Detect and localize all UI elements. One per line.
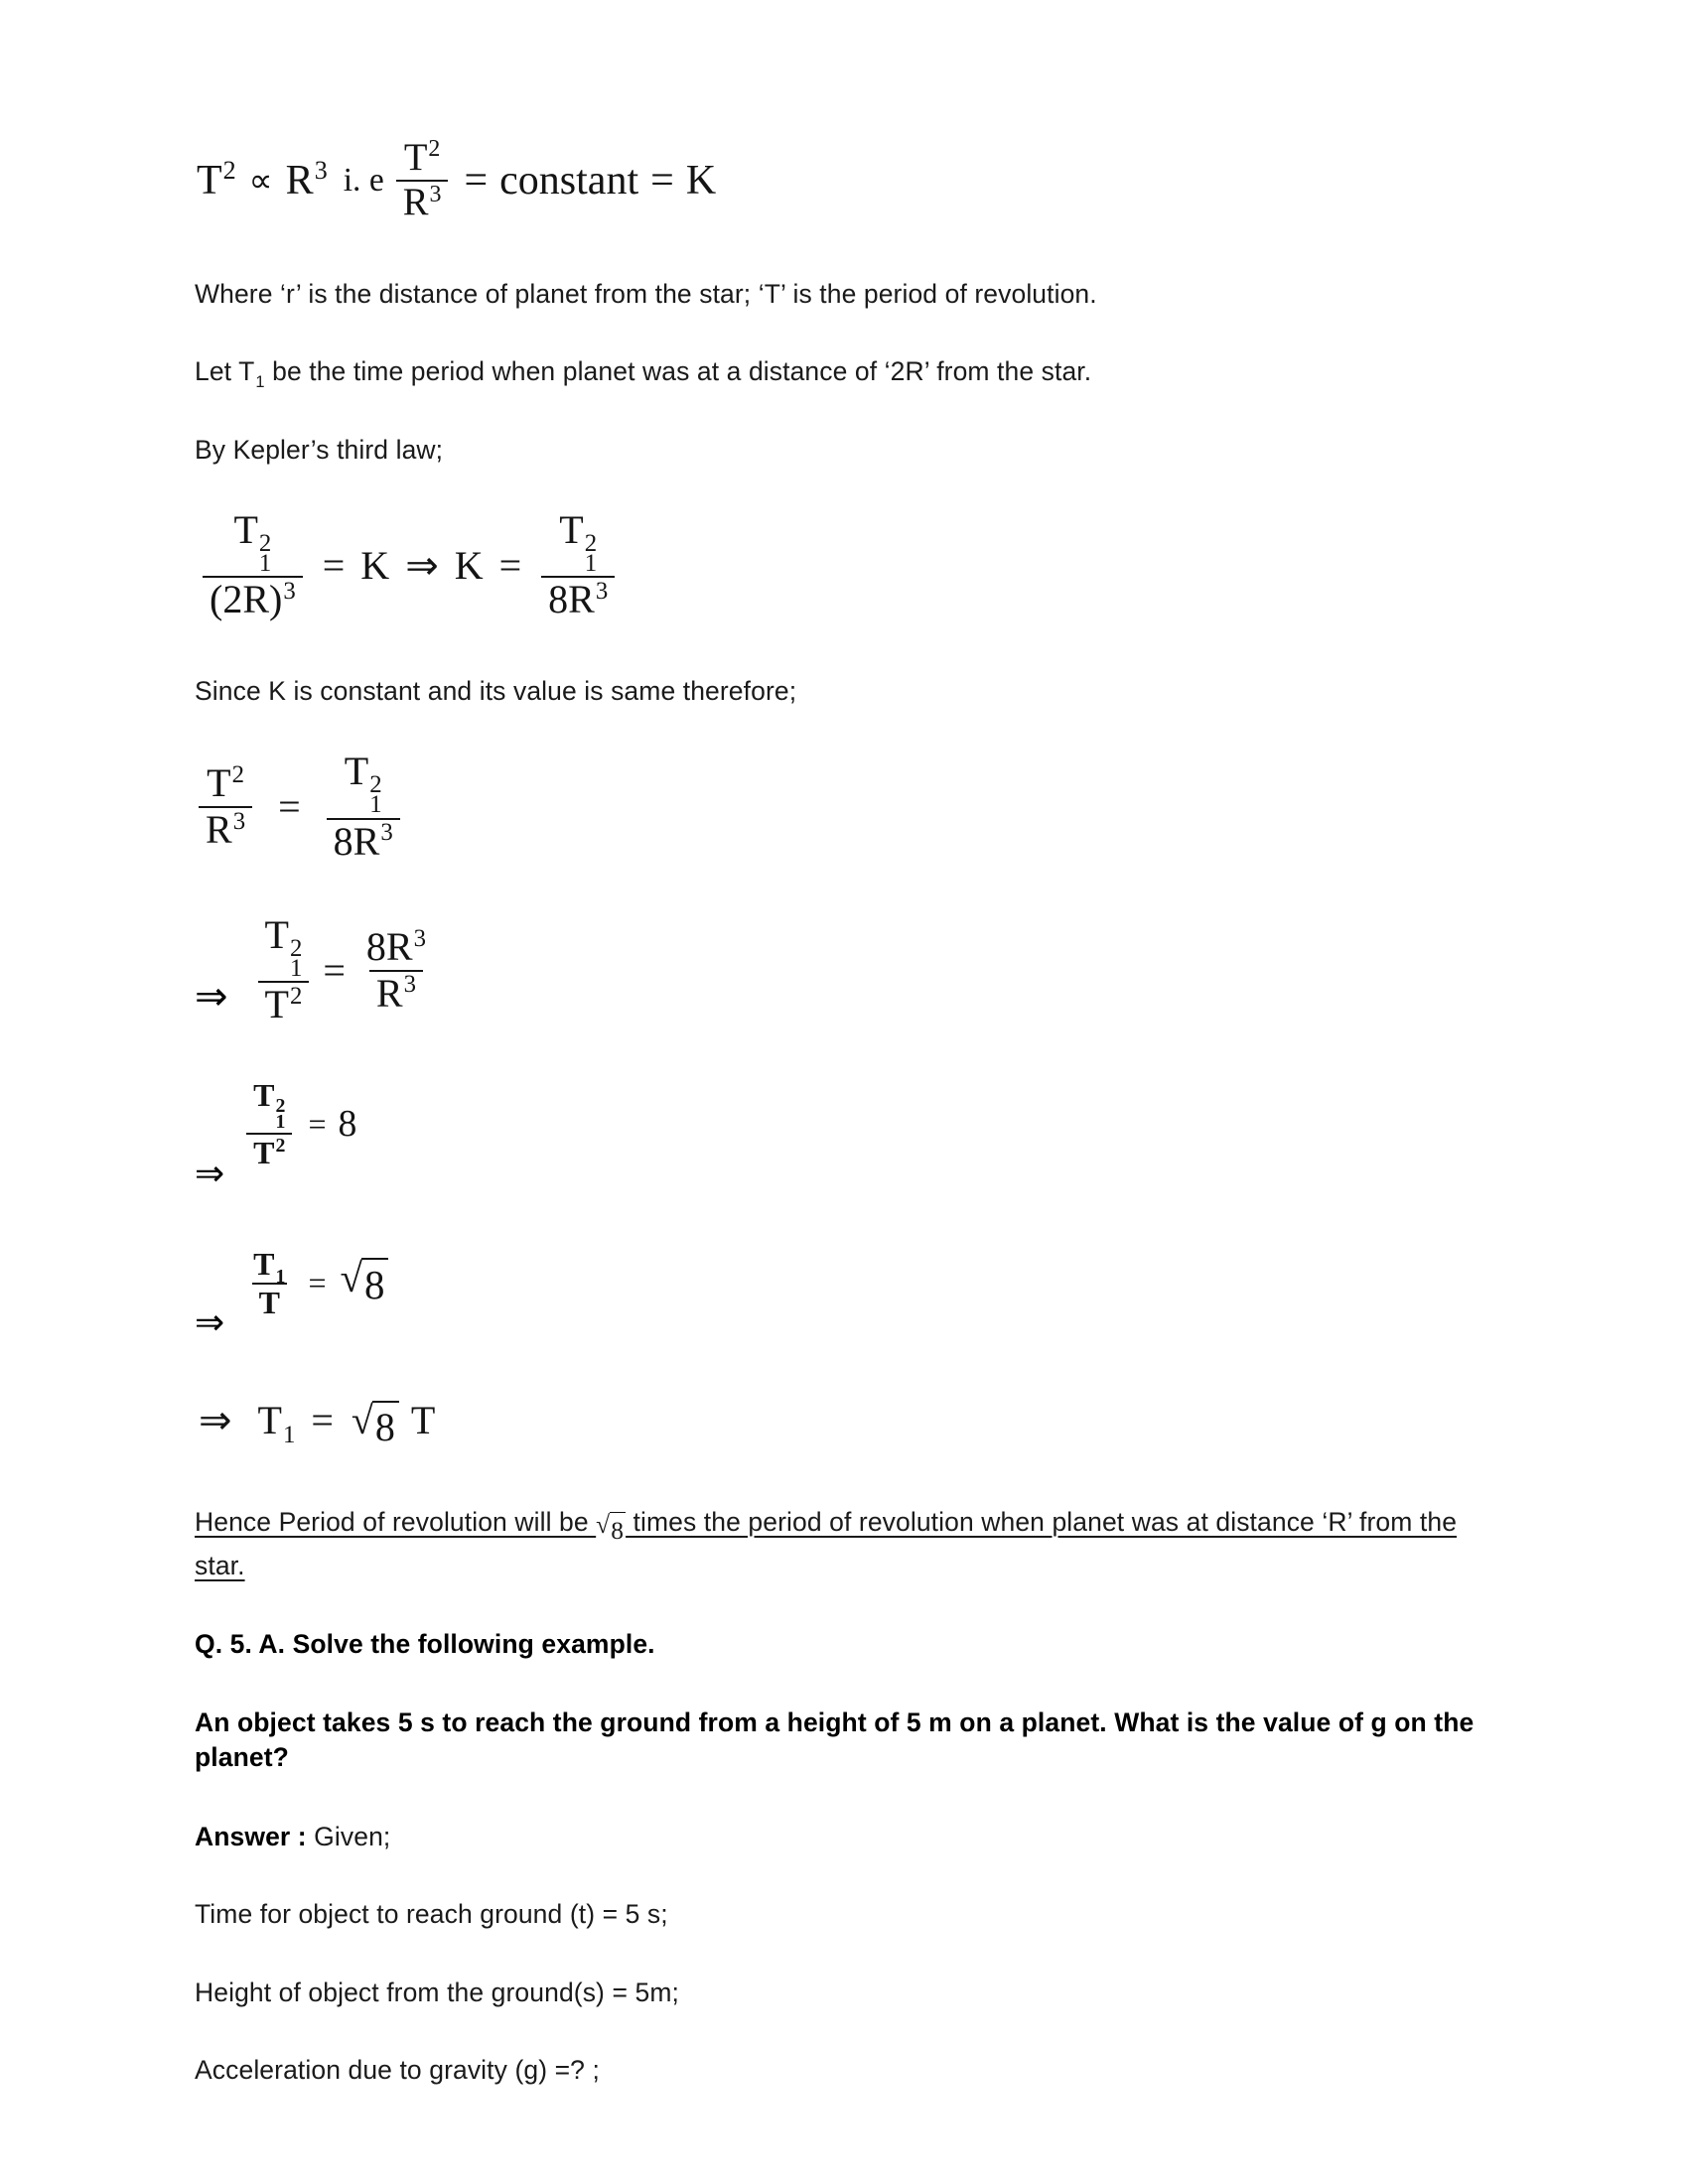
eq2-right-fraction: [541, 507, 615, 622]
eq7-square-root: [351, 1397, 399, 1450]
answer-lead-text: Given;: [306, 1821, 391, 1851]
eq4-implies-arrow: ⇒: [195, 974, 228, 1020]
equation-kepler-proportionality: [197, 136, 1476, 224]
eq1-lhs: $T^2$: [197, 156, 236, 205]
eq3-right-numerator: T 2 1: [344, 749, 382, 819]
eq3-equals: =: [278, 784, 301, 830]
conclusion-square-root: [596, 1509, 626, 1548]
eq2-left-fraction: [203, 507, 303, 622]
answer-label: Answer :: [195, 1821, 307, 1851]
eq1-equals: =: [464, 158, 489, 205]
paragraph-since-K-constant: Since K is constant and its value is same therefore;: [195, 676, 797, 707]
proportional-symbol: ∝: [248, 163, 273, 201]
given-value-gravity: Acceleration due to gravity (g) =? ;: [195, 2055, 600, 2086]
eq7-trailing-T: T: [410, 1397, 436, 1442]
radical-sign-icon: √: [596, 1509, 611, 1539]
eq5-denominator: $T^2$: [246, 1133, 292, 1169]
eq1-rhs: $R^3$: [285, 156, 328, 205]
paragraph-by-keplers-third-law: By Kepler’s third law;: [195, 434, 444, 465]
eq4-right-denominator: $R^3$: [369, 970, 423, 1015]
eq3-right-fraction: [327, 751, 400, 862]
eq1-lhs-exponent: 2: [222, 156, 236, 186]
conclusion-prefix: Hence Period of revolution will be: [195, 1506, 597, 1537]
eq1-denominator: $R^3$: [396, 180, 449, 222]
eq4-numerator: T 2 1: [264, 912, 303, 983]
let-line-prefix: Let T: [195, 356, 255, 387]
eq6-fraction: [246, 1248, 292, 1318]
eq7-implies-arrow: ⇒: [199, 1397, 232, 1442]
eq5-numerator: T 2 1: [253, 1077, 286, 1134]
eq7-lhs: $T_1$: [257, 1397, 296, 1448]
equation-rearranged-ratio: [195, 912, 1476, 1027]
eq2-num-supsub: 2 1: [258, 529, 272, 577]
eq2-equals: =: [322, 543, 346, 589]
eq3-right-denominator: $8R^3$: [327, 818, 400, 863]
eq1-constant-word: constant: [499, 158, 639, 205]
eq3-denominator: $R^3$: [199, 806, 252, 851]
let-line-subscript: 1: [255, 372, 265, 391]
eq1-rhs-exponent: 3: [314, 156, 328, 186]
eq4-equals: =: [323, 948, 346, 994]
eq2-numerator: T 2 1: [233, 507, 272, 577]
eq6-radicand: 8: [361, 1258, 388, 1308]
eq7-equals: =: [311, 1397, 334, 1442]
eq5-equals: =: [308, 1105, 327, 1142]
eq1-numerator: $T^2$: [403, 136, 441, 179]
equation-ratio-equals-root-eight: [195, 1248, 1476, 1342]
eq3-left-fraction: [199, 760, 252, 852]
eq5-implies-arrow: ⇒: [195, 1154, 225, 1194]
equation-K-from-2R: [199, 507, 1476, 622]
eq2-right-denominator: $8R^3$: [541, 576, 615, 620]
eq2-K-left: K: [360, 543, 390, 589]
eq1-equals-2: =: [650, 158, 674, 205]
eq4-right-numerator: $8R^3$: [365, 923, 427, 969]
let-line-suffix: be the time period when planet was at a distance of ‘2R’ from the star.: [264, 356, 1092, 387]
conclusion-radicand: 8: [610, 1512, 626, 1548]
eq4-left-fraction: [258, 912, 310, 1027]
radical-sign-icon: √: [340, 1255, 362, 1301]
eq6-square-root: [340, 1255, 388, 1308]
eq4-num-supsub: 2 1: [289, 934, 303, 983]
eq1-constant-symbol: K: [685, 158, 717, 205]
document-content: [195, 136, 1476, 2087]
equation-equate-constants: [195, 751, 1476, 862]
eq2-right-numerator: T 2 1: [559, 507, 598, 577]
question-prompt: An object takes 5 s to reach the ground from a height of 5 m on a planet. What is the value of g on the planet?: [195, 1706, 1475, 1773]
radical-sign-icon: √: [351, 1397, 373, 1442]
answer-line: [195, 1820, 1476, 1853]
eq1-fraction-T2-over-R3: [396, 136, 449, 224]
paragraph-let-T1: [195, 354, 1476, 391]
given-value-height: Height of object from the ground(s) = 5m;: [195, 1977, 679, 2007]
paragraph-conclusion: [195, 1504, 1476, 1584]
question-heading: Q. 5. A. Solve the following example.: [195, 1629, 655, 1660]
eq6-equals: =: [308, 1265, 327, 1301]
eq2-implies: ⇒: [405, 543, 439, 589]
given-value-time: Time for object to reach ground (t) = 5 s;: [195, 1899, 668, 1930]
eq7-radicand: 8: [372, 1401, 399, 1450]
eq6-numerator: $T_1$: [253, 1246, 286, 1288]
eq5-fraction: [246, 1079, 292, 1168]
eq3-rnum-supsub: 2 1: [369, 770, 382, 819]
eq6-denominator: T: [252, 1283, 287, 1319]
eq1-ie-text: i. e: [343, 162, 384, 200]
eq5-value: 8: [338, 1103, 357, 1146]
eq3-numerator: $T^2$: [207, 760, 244, 806]
paragraph-where-definition: Where ‘r’ is the distance of planet from the star; ‘T’ is the period of revolution.: [195, 278, 1097, 309]
equation-ratio-equals-eight: [195, 1079, 1476, 1194]
eq2-denominator: $(2R)^3$: [203, 576, 303, 620]
equation-final-T1: [199, 1397, 1476, 1450]
eq5-num-supsub: 2 1: [275, 1095, 286, 1134]
conclusion-suffix: times the period of revolution when planet was at distance ‘R’ from the star.: [195, 1506, 1458, 1580]
eq4-right-fraction: [359, 923, 433, 1016]
eq6-implies-arrow: ⇒: [195, 1301, 225, 1342]
eq2-rnum-supsub: 2 1: [584, 529, 598, 577]
eq2-K-right: K: [454, 543, 484, 589]
eq2-equals-2: =: [498, 543, 522, 589]
eq4-denominator: $T^2$: [258, 981, 310, 1025]
